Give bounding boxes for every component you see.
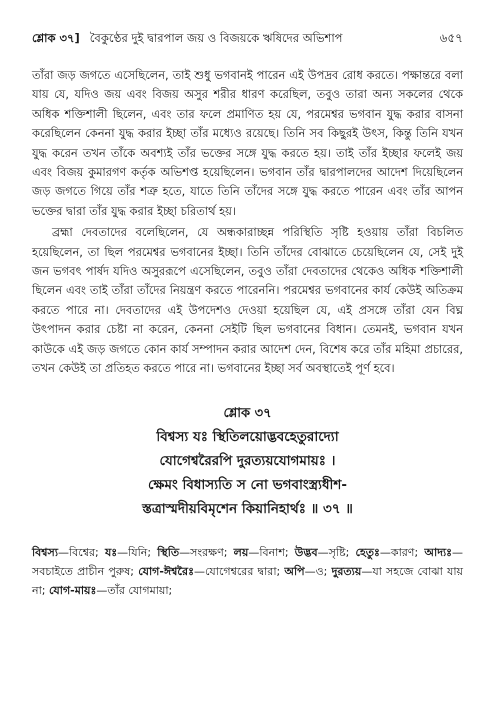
- purport-body: [32, 66, 463, 379]
- verse-line: ক্ষেমং বিধাস্যতি স নো ভগবাংস্ত্র্যধীশ-: [148, 476, 347, 493]
- word-meaning: সংরক্ষণ;: [190, 545, 228, 559]
- word-for-word-synonyms: [32, 543, 463, 600]
- synonym-entry: যোগ-ঈশ্বরৈঃ—যোগেশ্বরের দ্বারা;: [138, 564, 281, 578]
- paragraph: ব্রহ্মা দেবতাদের বলেছিলেন, যে অন্ধকারাচ্ছন্ন পরিস্থিতি সৃষ্টি হওয়ায় তাঁরা বিচলিত হয়েছিলেন, তা ছিল পরমেশ্বর ভগবানের ইচ্ছা। তিনি তাঁদের বোঝাতে চেয়েছিলেন যে, সেই দুই জন ভগবৎ পার্ষদ যদিও অসুররূপে এসেছিলেন, তবুও তাঁরা দেবতাদের থেকেও অধিক শক্তিশালী ছিলেন এবং তাই তাঁরা তাঁদের নিয়ন্ত্রণ করতে পারেননি। পরমেশ্বর ভগবানের কার্য কেউই অতিক্রম করতে পারে না। দেবতাদের এই উপদেশও দেওয়া হয়েছিল যে, এই প্রসঙ্গে তাঁরা যেন বিঘ্ন উৎপাদন করার চেষ্টা না করেন, কেননা সেইটি ছিল ভগবানের বিধান। তেমনই, ভগবান যখন কাউকে এই জড় জগতে কোন কার্য সম্পাদন করার আদেশ দেন, বিশেষ করে তাঁর মহিমা প্রচারের, তখন কেউই তা প্রতিহত করতে পারে না। ভগবানের ইচ্ছা সর্ব অবস্থাতেই পূর্ণ হবে।: [32, 225, 463, 376]
- sanskrit-word: যঃ: [104, 545, 118, 559]
- synonym-entry: যোগ-মায়ঃ—তাঁর যোগমায়া;: [48, 583, 173, 597]
- synonym-entry: বিশ্বস্য—বিশ্বের;: [32, 545, 99, 559]
- verse-line: বিশ্বস্য যঃ স্থিতিলয়োদ্ভবহেতুরাদ্যো: [156, 428, 339, 445]
- word-meaning: ও;: [315, 564, 328, 578]
- word-meaning: যোগেশ্বরের দ্বারা;: [204, 564, 281, 578]
- word-meaning: যিনি;: [128, 545, 152, 559]
- word-meaning: সৃষ্টি;: [328, 545, 350, 559]
- page-number: ৬৫৭: [439, 31, 463, 45]
- sanskrit-word: যোগ-মায়ঃ: [48, 583, 97, 597]
- synonym-entry: স্থিতি—সংরক্ষণ;: [157, 545, 228, 559]
- sanskrit-word: লয়: [233, 545, 249, 559]
- running-header: [32, 0, 463, 52]
- synonym-entry: লয়—বিনাশ;: [233, 545, 289, 559]
- synonym-entry: দুরত্যয়—যা সহজে বোঝা যায় না;: [32, 564, 464, 597]
- sanskrit-word: যোগ-ঈশ্বরৈঃ: [138, 564, 194, 578]
- synonym-entry: অপি—ও;: [284, 564, 328, 578]
- sanskrit-word: আদ্যঃ: [424, 545, 453, 559]
- verse-line: যোগেশ্বরৈরপি দুরত্যয়যোগমায়ঃ ।: [159, 452, 336, 469]
- word-meaning: বিশ্বের;: [69, 545, 99, 559]
- word-meaning: যা সহজে বোঝা যায় না;: [32, 564, 464, 597]
- paragraph: তাঁরা জড় জগতে এসেছিলেন, তাই শুধু ভগবানই পারেন এই উপদ্রব রোধ করতে। পক্ষান্তরে বলা যায় যে, যদিও জয় এবং বিজয় অসুর শরীর ধারণ করেছিল, তবুও তারা অন্য সকলের থেকে অধিক শক্তিশালী ছিলেন, এবং তার ফলে প্রমাণিত হয় যে, পরমেশ্বর ভগবান যুদ্ধ করার বাসনা করেছিলেন কেননা যুদ্ধ করার ইচ্ছা তাঁর মধ্যেও রয়েছে। তিনি সব কিছুরই উৎস, কিন্তু তিনি যখন যুদ্ধ করেন তখন তাঁকে অবশ্যই তাঁর ভক্তের সঙ্গে যুদ্ধ করতে হয়। তাই তাঁর ইচ্ছার ফলেই জয় এবং বিজয় কুমারগণ কর্তৃক অভিশপ্ত হয়েছিলেন। ভগবান তাঁর দ্বারপালদের আদেশ দিয়েছিলেন জড় জগতে গিয়ে তাঁর শত্রু হতে, যাতে তিনি তাঁদের সঙ্গে যুদ্ধ করতে পারেন এবং তাঁর আপন ভক্তের দ্বারা তাঁর যুদ্ধ করার ইচ্ছা চরিতার্থ হয়।: [32, 68, 463, 218]
- word-meaning: তাঁর যোগমায়া;: [107, 583, 173, 597]
- verse-reference: শ্লোক ৩৭]: [32, 31, 80, 45]
- chapter-title: বৈকুণ্ঠের দুই দ্বারপাল জয় ও বিজয়কে ঋষিদের অভিশাপ: [89, 31, 343, 45]
- sanskrit-word: বিশ্বস্য: [32, 545, 59, 559]
- word-meaning: সবচাইতে প্রাচীন পুরুষ;: [32, 564, 134, 578]
- synonym-entry: হেতুঃ—কারণ;: [355, 545, 419, 559]
- synonym-entry: আদ্যঃ—সবচাইতে প্রাচীন পুরুষ;: [32, 545, 464, 578]
- synonym-entry: উদ্ভব—সৃষ্টি;: [294, 545, 350, 559]
- synonym-entry: যঃ—যিনি;: [104, 545, 152, 559]
- sanskrit-word: উদ্ভব: [294, 545, 318, 559]
- word-meaning: বিনাশ;: [259, 545, 289, 559]
- word-meaning: কারণ;: [390, 545, 419, 559]
- sanskrit-word: স্থিতি: [157, 545, 180, 559]
- verse-block: [32, 403, 463, 521]
- sanskrit-word: অপি: [284, 564, 305, 578]
- verse-heading: শ্লোক ৩৭: [223, 405, 272, 421]
- sanskrit-word: দুরত্যয়: [331, 564, 362, 578]
- sanskrit-word: হেতুঃ: [355, 545, 380, 559]
- verse-line: স্তত্রাস্মদীয়বিমৃশেন কিয়ানিহার্থঃ ॥ ৩৭ ॥: [142, 500, 353, 517]
